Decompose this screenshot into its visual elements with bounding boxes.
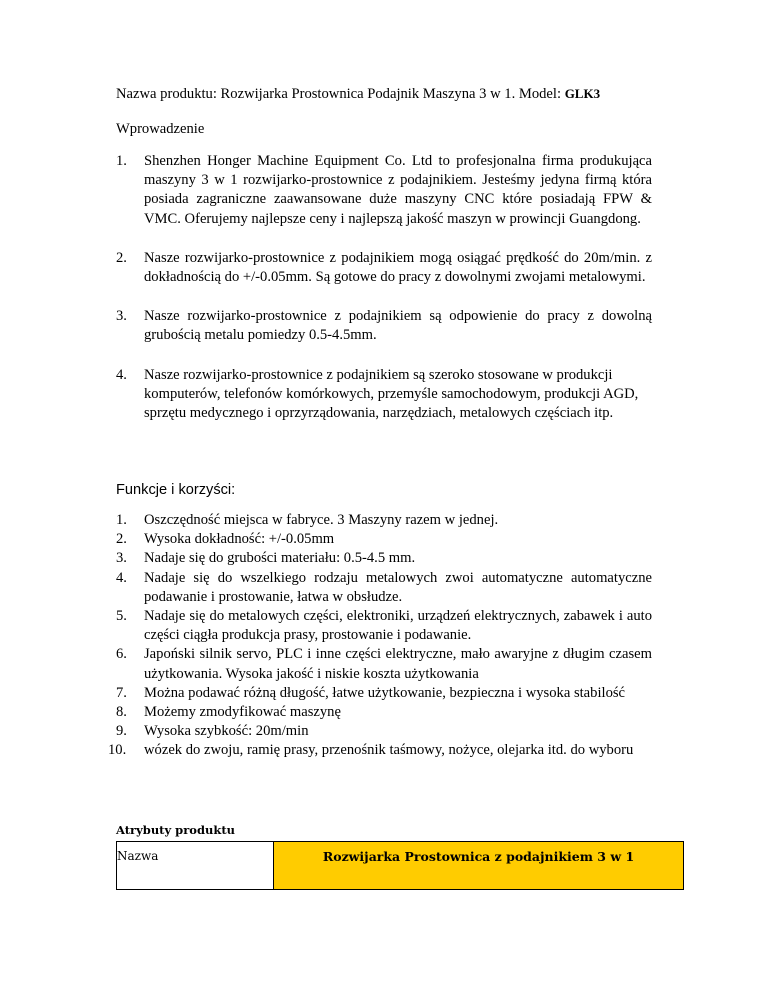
feature-item-text: Wysoka dokładność: +/-0.05mm xyxy=(144,531,335,548)
product-model: GLK3 xyxy=(564,86,601,101)
feature-item-number: 9. xyxy=(116,723,127,740)
intro-item-number: 1. xyxy=(116,153,127,169)
intro-item xyxy=(116,307,652,345)
intro-item-number: 4. xyxy=(116,366,127,383)
feature-item-number: 10. xyxy=(108,742,127,759)
feature-item xyxy=(116,722,652,741)
features-heading: Funkcje i korzyści: xyxy=(116,482,236,498)
intro-item-number: 2. xyxy=(116,249,127,266)
product-title-text: Nazwa produktu: Rozwijarka Prostownica Podajnik Maszyna 3 w 1. Model: xyxy=(116,86,565,102)
feature-item-number: 5. xyxy=(116,608,127,625)
feature-item-number: 6. xyxy=(116,646,127,663)
feature-item-text: Wysoka szybkość: 20m/min xyxy=(144,723,309,740)
feature-item-text: wózek do zwoju, ramię prasy, przenośnik taśmowy, nożyce, olejarka itd. do wyboru xyxy=(144,742,634,759)
attributes-heading: Atrybuty produktu xyxy=(116,823,235,837)
intro-item-text: Nasze rozwijarko-prostownice z podajnikiem mogą osiągać prędkość do 20m/min. z dokładnością do +/-0.05mm. Są gotowe do pracy z dowolnymi zwojami metalowymi. xyxy=(144,249,652,286)
feature-item-text: Oszczędność miejsca w fabryce. 3 Maszyny razem w jednej. xyxy=(144,512,499,528)
feature-item-text: Można podawać różną długość, łatwe użytkowanie, bezpieczna i wysoka stabilość xyxy=(144,684,626,701)
features-list xyxy=(108,511,652,761)
attribute-label: Nazwa xyxy=(117,842,274,890)
feature-item-number: 1. xyxy=(116,512,127,528)
attributes-table xyxy=(116,841,684,890)
intro-item xyxy=(116,249,652,287)
intro-list xyxy=(116,152,652,443)
feature-item-number: 3. xyxy=(116,550,127,567)
feature-item xyxy=(116,645,652,683)
intro-item-text: Nasze rozwijarko-prostownice z podajnikiem są szeroko stosowane w produkcji komputerów, telefonów komórkowych, przemyśle samochodowym, produkcji AGD, sprzętu medycznego i oprzyrządowania, narzędziach, metalowych częściach itp. xyxy=(144,366,639,422)
intro-item xyxy=(116,366,652,424)
feature-item xyxy=(116,549,652,568)
table-row xyxy=(117,842,684,890)
feature-item-number: 8. xyxy=(116,704,127,721)
attribute-value: Rozwijarka Prostownica z podajnikiem 3 w 1 xyxy=(274,842,684,890)
feature-item-text: Japoński silnik servo, PLC i inne części elektryczne, mało awaryjne z długim czasem użytkowania. Wysoka jakość i niskie koszta użytkowania xyxy=(144,646,652,682)
intro-item-number: 3. xyxy=(116,308,127,325)
feature-item xyxy=(116,530,652,549)
feature-item xyxy=(116,684,652,703)
feature-item xyxy=(116,607,652,645)
feature-item-number: 2. xyxy=(116,531,127,548)
intro-item xyxy=(116,152,652,229)
feature-item-text: Nadaje się do metalowych części, elektroniki, urządzeń elektrycznych, zabawek i auto części ciągła produkcja prasy, prostowanie i podawanie. xyxy=(144,608,652,644)
feature-item xyxy=(108,741,652,760)
feature-item-number: 7. xyxy=(116,684,127,701)
feature-item-text: Możemy zmodyfikować maszynę xyxy=(144,704,341,721)
feature-item xyxy=(116,569,652,607)
feature-item xyxy=(116,703,652,722)
feature-item-number: 4. xyxy=(116,569,127,586)
intro-item-text: Nasze rozwijarko-prostownice z podajnikiem są odpowienie do pracy z dowolną grubością metalu pomiedzy 0.5-4.5mm. xyxy=(144,308,652,344)
intro-item-text: Shenzhen Honger Machine Equipment Co. Ltd to profesjonalna firma produkująca maszyny 3 w 1 rozwijarko-prostownice z podajnikiem. Jesteśmy jedyna firmą która posiada zagraniczne zaawansowane duże maszyny CNC które posiadają FPW & VMC. Oferujemy najlepsze ceny i najlepszą jakość maszyn w prowincji Guangdong. xyxy=(144,153,652,227)
intro-heading: Wprowadzenie xyxy=(116,121,205,137)
feature-item-text: Nadaje się do wszelkiego rodzaju metalowych zwoi automatyczne automatyczne podawanie i prostowanie, łatwa w obsłudze. xyxy=(144,569,652,605)
feature-item xyxy=(116,511,652,530)
feature-item-text: Nadaje się do grubości materiału: 0.5-4.5 mm. xyxy=(144,550,416,567)
product-title xyxy=(116,86,600,103)
